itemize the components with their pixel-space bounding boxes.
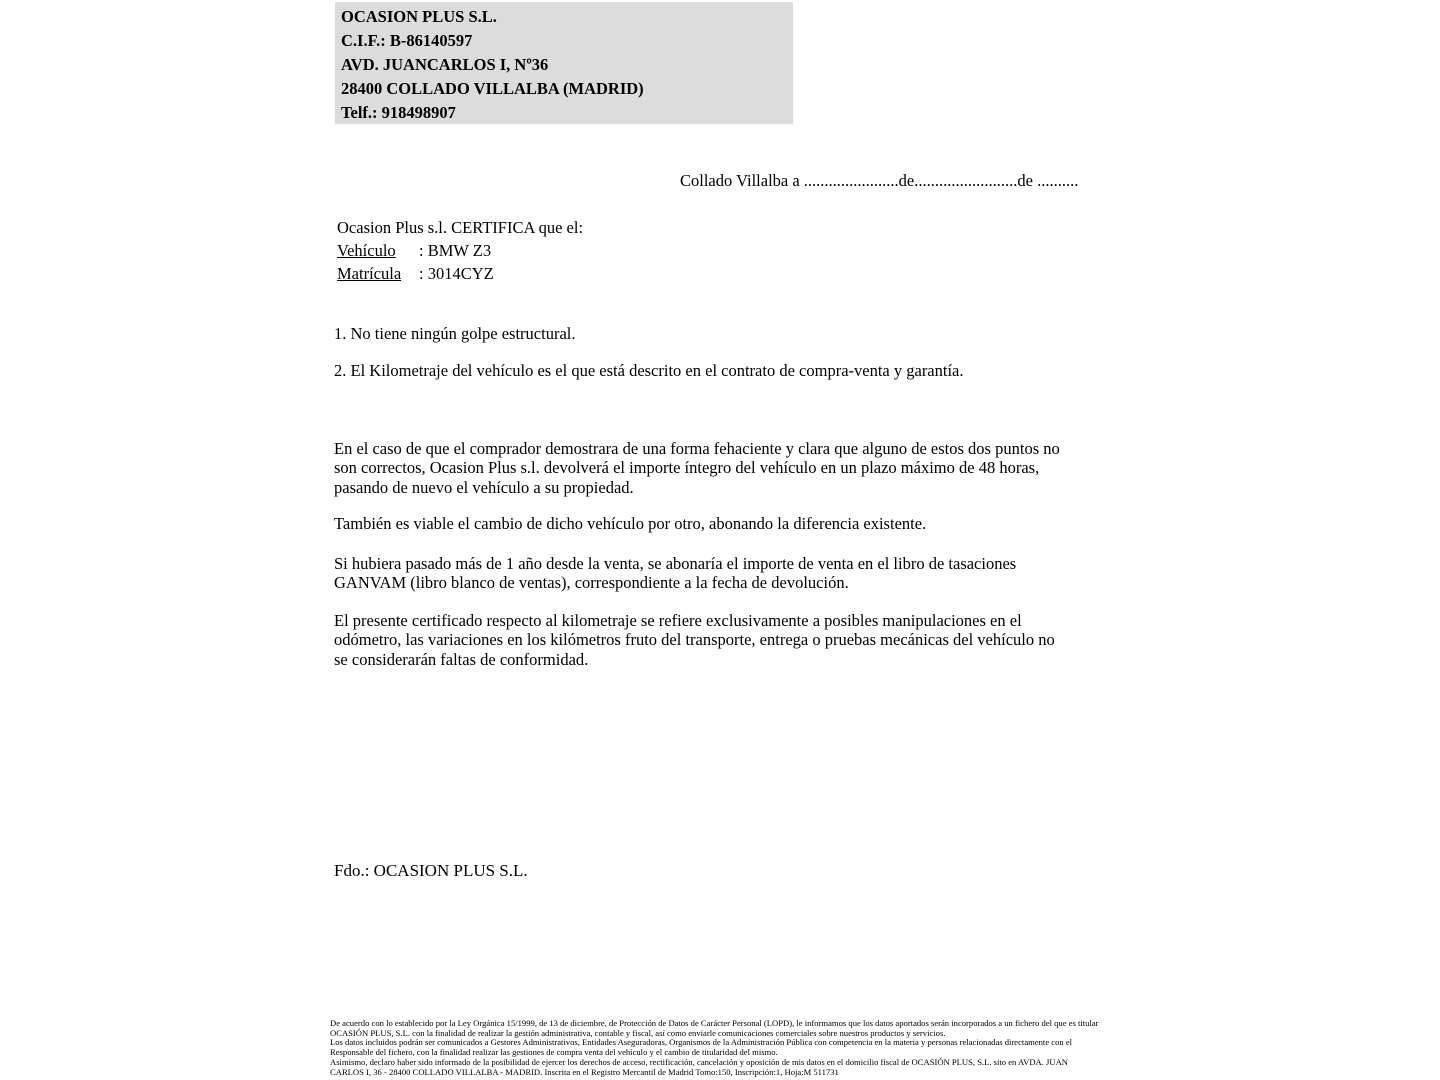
legal-line: OCASIÓN PLUS, S.L. con la finalidad de realizar la gestión administrativa, contable y fiscal, así como enviarle comunicaciones comerciales sobre nuestros productos y servicios. <box>330 1027 946 1038</box>
paragraph-line: se considerarán faltas de conformidad. <box>334 649 589 669</box>
signature-line: Fdo.: OCASION PLUS S.L. <box>334 861 528 880</box>
field-label-vehiculo: Vehículo <box>337 241 396 260</box>
field-row-vehiculo <box>337 239 583 262</box>
paragraph-line: GANVAM (libro blanco de ventas), correspondiente a la fecha de devolución. <box>334 573 849 592</box>
company-city: 28400 COLLADO VILLALBA (MADRID) <box>341 79 644 98</box>
company-name: OCASION PLUS S.L. <box>341 7 497 26</box>
field-row-matricula <box>337 262 583 285</box>
body-block <box>334 324 1214 669</box>
certify-intro: Ocasion Plus s.l. CERTIFICA que el: <box>337 218 584 237</box>
company-address: AVD. JUANCARLOS I, Nº36 <box>341 55 549 74</box>
certification-block <box>337 216 583 285</box>
date-line: Collado Villalba a .......................de.........................de .......... <box>680 171 1079 190</box>
letterhead-box <box>335 2 793 124</box>
legal-footer <box>330 1019 1099 1077</box>
clause-1: 1. No tiene ningún golpe estructural. <box>334 324 576 343</box>
legal-line: Asimismo, declaro haber sido informado de la posibilidad de ejercer los derechos de acceso, rectificación, cancelación y oposición de mis datos en el domicilio fiscal de OCASIÓN PLUS, S.L. sito en AVDA. JUAN <box>330 1056 1069 1067</box>
paragraph-line: Si hubiera pasado más de 1 año desde la venta, se abonaría el importe de venta en el libro de tasaciones <box>334 553 1017 573</box>
legal-line: Responsable del fichero, con la finalidad realizar las gestiones de compra venta del vehículo y el cambio de titularidad del mismo. <box>330 1047 778 1058</box>
field-label-matricula: Matrícula <box>337 264 402 283</box>
clause-2: 2. El Kilometraje del vehículo es el que está descrito en el contrato de compra-venta y garantía. <box>334 361 964 380</box>
paragraph-line: En el caso de que el comprador demostrara de una forma fehaciente y clara que alguno de estos dos puntos no <box>334 438 1060 458</box>
legal-line: Los datos incluidos podrán ser comunicados a Gestores Administrativos, Entidades Aseguradoras, Organismos de la Administración Pública con competencia en la materia y personas relacionadas directamente con el <box>330 1037 1073 1048</box>
paragraph-line: También es viable el cambio de dicho vehículo por otro, abonando la diferencia existente. <box>334 513 927 533</box>
paragraph-line: son correctos, Ocasion Plus s.l. devolverá el importe íntegro del vehículo en un plazo máximo de 48 horas, <box>334 458 1040 477</box>
legal-line: CARLOS I, 36 - 28400 COLLADO VILLALBA - MADRID. Inscrita en el Registro Mercantil de Madrid Tomo:150, Inscripción:1, Hoja:M 511731 <box>330 1066 839 1077</box>
paragraph-ganvam <box>334 554 1214 593</box>
field-value-matricula: : 3014CYZ <box>419 264 494 283</box>
paragraph-line: El presente certificado respecto al kilometraje se refiere exclusivamente a posibles manipulaciones en el <box>334 610 1022 630</box>
company-phone: Telf.: 918498907 <box>341 103 456 122</box>
paragraph-refund <box>334 439 1214 498</box>
paragraph-exchange <box>334 514 1214 534</box>
field-value-vehiculo: : BMW Z3 <box>419 241 492 260</box>
paragraph-line: odómetro, las variaciones en los kilómetros fruto del transporte, entrega o pruebas mecánicas del vehículo no <box>334 630 1055 649</box>
legal-line: De acuerdo con lo establecido por la Ley Orgánica 15/1999, de 13 de diciembre, de Protección de Datos de Carácter Personal (LOPD), le informamos que los datos aportados serán incorporados a un fichero del que es titular <box>330 1018 1099 1028</box>
paragraph-odometer <box>334 611 1214 670</box>
company-cif: C.I.F.: B-86140597 <box>341 31 473 50</box>
paragraph-line: pasando de nuevo el vehículo a su propiedad. <box>334 477 634 497</box>
